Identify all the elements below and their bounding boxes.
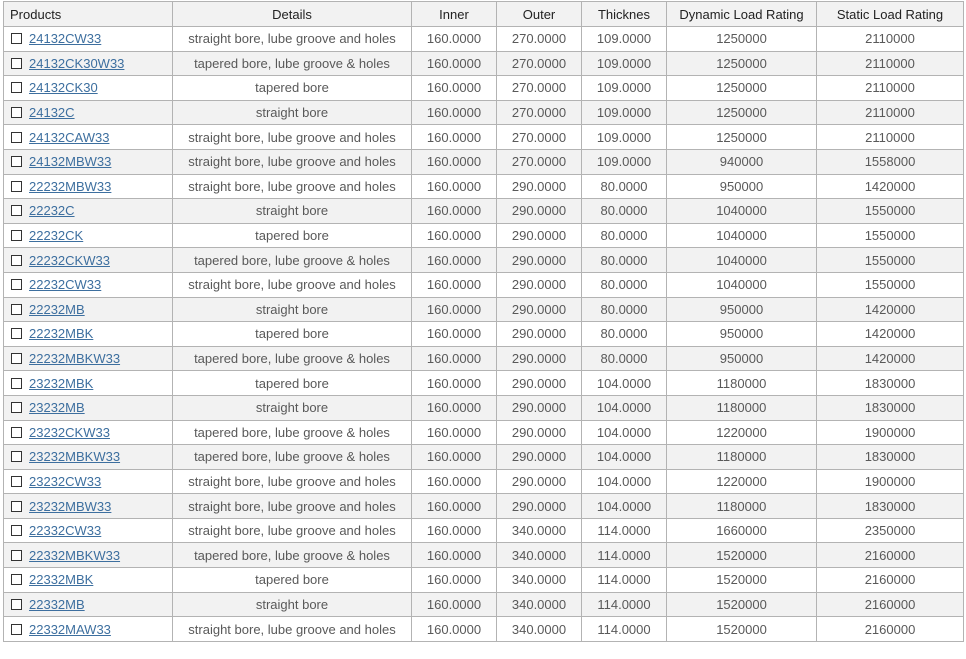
table-row bbox=[4, 568, 964, 593]
dynamic-load-cell: 1660000 bbox=[667, 518, 817, 543]
inner-cell: 160.0000 bbox=[412, 543, 497, 568]
dynamic-load-cell: 1180000 bbox=[667, 371, 817, 396]
static-load-cell: 1420000 bbox=[817, 322, 964, 347]
table-row bbox=[4, 174, 964, 199]
outer-cell: 290.0000 bbox=[497, 174, 582, 199]
inner-cell: 160.0000 bbox=[412, 346, 497, 371]
row-select-checkbox[interactable] bbox=[11, 230, 22, 241]
static-load-cell: 2160000 bbox=[817, 543, 964, 568]
product-link[interactable]: 22332MBKW33 bbox=[29, 547, 121, 563]
product-cell bbox=[4, 27, 173, 52]
thickness-cell: 114.0000 bbox=[582, 568, 667, 593]
row-select-checkbox[interactable] bbox=[11, 279, 22, 290]
column-header-dynamic-load[interactable]: Dynamic Load Rating bbox=[667, 2, 817, 27]
thickness-cell: 114.0000 bbox=[582, 518, 667, 543]
outer-cell: 290.0000 bbox=[497, 420, 582, 445]
product-cell bbox=[4, 322, 173, 347]
table-row bbox=[4, 248, 964, 273]
outer-cell: 290.0000 bbox=[497, 223, 582, 248]
static-load-cell: 2350000 bbox=[817, 518, 964, 543]
product-cell bbox=[4, 248, 173, 273]
static-load-cell: 2110000 bbox=[817, 27, 964, 52]
product-link[interactable]: 22232MB bbox=[29, 301, 85, 317]
product-link[interactable]: 24132C bbox=[29, 105, 75, 121]
thickness-cell: 104.0000 bbox=[582, 469, 667, 494]
product-link[interactable]: 22332MB bbox=[29, 596, 85, 612]
details-cell: tapered bore bbox=[173, 568, 412, 593]
outer-cell: 270.0000 bbox=[497, 76, 582, 101]
static-load-cell: 1900000 bbox=[817, 469, 964, 494]
dynamic-load-cell: 1250000 bbox=[667, 76, 817, 101]
column-header-details[interactable]: Details bbox=[173, 2, 412, 27]
outer-cell: 290.0000 bbox=[497, 395, 582, 420]
row-select-checkbox[interactable] bbox=[11, 132, 22, 143]
inner-cell: 160.0000 bbox=[412, 27, 497, 52]
table-row bbox=[4, 346, 964, 371]
product-link[interactable]: 22232MBW33 bbox=[29, 178, 112, 194]
dynamic-load-cell: 1040000 bbox=[667, 248, 817, 273]
product-link[interactable]: 22232CK bbox=[29, 228, 84, 244]
column-header-outer[interactable]: Outer bbox=[497, 2, 582, 27]
product-link[interactable]: 22332MBK bbox=[29, 572, 94, 588]
row-select-checkbox[interactable] bbox=[11, 255, 22, 266]
product-link[interactable]: 22332MAW33 bbox=[29, 621, 111, 637]
product-cell bbox=[4, 149, 173, 174]
row-select-checkbox[interactable] bbox=[11, 205, 22, 216]
product-link[interactable]: 23232MBKW33 bbox=[29, 449, 121, 465]
static-load-cell: 1420000 bbox=[817, 174, 964, 199]
outer-cell: 270.0000 bbox=[497, 27, 582, 52]
thickness-cell: 109.0000 bbox=[582, 149, 667, 174]
row-select-checkbox[interactable] bbox=[11, 525, 22, 536]
details-cell: straight bore bbox=[173, 395, 412, 420]
inner-cell: 160.0000 bbox=[412, 592, 497, 617]
dynamic-load-cell: 1520000 bbox=[667, 543, 817, 568]
thickness-cell: 104.0000 bbox=[582, 395, 667, 420]
details-cell: straight bore, lube groove and holes bbox=[173, 494, 412, 519]
row-select-checkbox[interactable] bbox=[11, 82, 22, 93]
static-load-cell: 2160000 bbox=[817, 617, 964, 642]
product-link[interactable]: 24132CK30W33 bbox=[29, 55, 125, 71]
product-link[interactable]: 22232MBK bbox=[29, 326, 94, 342]
details-cell: straight bore, lube groove and holes bbox=[173, 27, 412, 52]
static-load-cell: 1550000 bbox=[817, 272, 964, 297]
product-cell bbox=[4, 371, 173, 396]
details-cell: straight bore bbox=[173, 297, 412, 322]
thickness-cell: 104.0000 bbox=[582, 371, 667, 396]
static-load-cell: 1830000 bbox=[817, 494, 964, 519]
product-cell bbox=[4, 223, 173, 248]
row-select-checkbox[interactable] bbox=[11, 624, 22, 635]
row-select-checkbox[interactable] bbox=[11, 378, 22, 389]
details-cell: straight bore bbox=[173, 100, 412, 125]
static-load-cell: 1420000 bbox=[817, 346, 964, 371]
product-link[interactable]: 22232CW33 bbox=[29, 277, 102, 293]
product-cell bbox=[4, 100, 173, 125]
static-load-cell: 2160000 bbox=[817, 592, 964, 617]
product-link[interactable]: 22232MBKW33 bbox=[29, 351, 121, 367]
table-row bbox=[4, 420, 964, 445]
static-load-cell: 1830000 bbox=[817, 371, 964, 396]
outer-cell: 290.0000 bbox=[497, 297, 582, 322]
details-cell: tapered bore, lube groove & holes bbox=[173, 445, 412, 470]
dynamic-load-cell: 1220000 bbox=[667, 420, 817, 445]
details-cell: tapered bore bbox=[173, 223, 412, 248]
dynamic-load-cell: 1250000 bbox=[667, 100, 817, 125]
dynamic-load-cell: 950000 bbox=[667, 297, 817, 322]
outer-cell: 290.0000 bbox=[497, 445, 582, 470]
inner-cell: 160.0000 bbox=[412, 223, 497, 248]
thickness-cell: 104.0000 bbox=[582, 494, 667, 519]
table-row bbox=[4, 100, 964, 125]
table-row bbox=[4, 272, 964, 297]
column-header-thickness[interactable]: Thicknes bbox=[582, 2, 667, 27]
dynamic-load-cell: 1220000 bbox=[667, 469, 817, 494]
table-row bbox=[4, 543, 964, 568]
static-load-cell: 1550000 bbox=[817, 223, 964, 248]
dynamic-load-cell: 1520000 bbox=[667, 592, 817, 617]
row-select-checkbox[interactable] bbox=[11, 156, 22, 167]
product-link[interactable]: 23232MBK bbox=[29, 375, 94, 391]
inner-cell: 160.0000 bbox=[412, 100, 497, 125]
outer-cell: 290.0000 bbox=[497, 272, 582, 297]
dynamic-load-cell: 950000 bbox=[667, 346, 817, 371]
thickness-cell: 109.0000 bbox=[582, 76, 667, 101]
outer-cell: 290.0000 bbox=[497, 248, 582, 273]
details-cell: straight bore, lube groove and holes bbox=[173, 518, 412, 543]
product-cell bbox=[4, 420, 173, 445]
inner-cell: 160.0000 bbox=[412, 469, 497, 494]
thickness-cell: 109.0000 bbox=[582, 27, 667, 52]
table-row bbox=[4, 322, 964, 347]
thickness-cell: 80.0000 bbox=[582, 272, 667, 297]
outer-cell: 340.0000 bbox=[497, 592, 582, 617]
row-select-checkbox[interactable] bbox=[11, 476, 22, 487]
table-row bbox=[4, 199, 964, 224]
product-cell bbox=[4, 568, 173, 593]
table-body bbox=[4, 27, 964, 642]
product-link[interactable]: 24132CK30 bbox=[29, 80, 98, 96]
dynamic-load-cell: 1250000 bbox=[667, 51, 817, 76]
outer-cell: 290.0000 bbox=[497, 346, 582, 371]
outer-cell: 340.0000 bbox=[497, 518, 582, 543]
table-row bbox=[4, 469, 964, 494]
details-cell: tapered bore, lube groove & holes bbox=[173, 51, 412, 76]
row-select-checkbox[interactable] bbox=[11, 451, 22, 462]
static-load-cell: 1550000 bbox=[817, 248, 964, 273]
product-cell bbox=[4, 51, 173, 76]
column-header-inner[interactable]: Inner bbox=[412, 2, 497, 27]
row-select-checkbox[interactable] bbox=[11, 328, 22, 339]
row-select-checkbox[interactable] bbox=[11, 107, 22, 118]
table-row bbox=[4, 617, 964, 642]
thickness-cell: 80.0000 bbox=[582, 199, 667, 224]
inner-cell: 160.0000 bbox=[412, 322, 497, 347]
static-load-cell: 2110000 bbox=[817, 76, 964, 101]
thickness-cell: 80.0000 bbox=[582, 174, 667, 199]
product-cell bbox=[4, 125, 173, 150]
static-load-cell: 1550000 bbox=[817, 199, 964, 224]
dynamic-load-cell: 1040000 bbox=[667, 199, 817, 224]
inner-cell: 160.0000 bbox=[412, 568, 497, 593]
outer-cell: 290.0000 bbox=[497, 494, 582, 519]
details-cell: straight bore bbox=[173, 592, 412, 617]
thickness-cell: 104.0000 bbox=[582, 445, 667, 470]
static-load-cell: 2160000 bbox=[817, 568, 964, 593]
details-cell: tapered bore, lube groove & holes bbox=[173, 248, 412, 273]
product-cell bbox=[4, 592, 173, 617]
inner-cell: 160.0000 bbox=[412, 297, 497, 322]
outer-cell: 270.0000 bbox=[497, 125, 582, 150]
inner-cell: 160.0000 bbox=[412, 445, 497, 470]
static-load-cell: 1830000 bbox=[817, 445, 964, 470]
table-header-row bbox=[4, 2, 964, 27]
table-row bbox=[4, 27, 964, 52]
column-header-static-load[interactable]: Static Load Rating bbox=[817, 2, 964, 27]
inner-cell: 160.0000 bbox=[412, 272, 497, 297]
table-row bbox=[4, 297, 964, 322]
products-table bbox=[3, 1, 964, 642]
details-cell: tapered bore bbox=[173, 371, 412, 396]
inner-cell: 160.0000 bbox=[412, 494, 497, 519]
row-select-checkbox[interactable] bbox=[11, 599, 22, 610]
thickness-cell: 80.0000 bbox=[582, 223, 667, 248]
outer-cell: 340.0000 bbox=[497, 543, 582, 568]
row-select-checkbox[interactable] bbox=[11, 574, 22, 585]
table-row bbox=[4, 494, 964, 519]
thickness-cell: 104.0000 bbox=[582, 420, 667, 445]
outer-cell: 340.0000 bbox=[497, 617, 582, 642]
outer-cell: 290.0000 bbox=[497, 199, 582, 224]
dynamic-load-cell: 1180000 bbox=[667, 445, 817, 470]
thickness-cell: 114.0000 bbox=[582, 592, 667, 617]
product-link[interactable]: 23232CW33 bbox=[29, 473, 102, 489]
table-row bbox=[4, 395, 964, 420]
product-link[interactable]: 23232MBW33 bbox=[29, 498, 112, 514]
inner-cell: 160.0000 bbox=[412, 174, 497, 199]
outer-cell: 290.0000 bbox=[497, 469, 582, 494]
details-cell: tapered bore bbox=[173, 322, 412, 347]
inner-cell: 160.0000 bbox=[412, 76, 497, 101]
outer-cell: 270.0000 bbox=[497, 149, 582, 174]
static-load-cell: 2110000 bbox=[817, 125, 964, 150]
outer-cell: 290.0000 bbox=[497, 371, 582, 396]
inner-cell: 160.0000 bbox=[412, 125, 497, 150]
product-link[interactable]: 24132CAW33 bbox=[29, 129, 110, 145]
product-cell bbox=[4, 395, 173, 420]
outer-cell: 270.0000 bbox=[497, 100, 582, 125]
details-cell: tapered bore bbox=[173, 76, 412, 101]
dynamic-load-cell: 1180000 bbox=[667, 494, 817, 519]
product-cell bbox=[4, 272, 173, 297]
row-select-checkbox[interactable] bbox=[11, 58, 22, 69]
dynamic-load-cell: 950000 bbox=[667, 322, 817, 347]
table-row bbox=[4, 223, 964, 248]
table-row bbox=[4, 518, 964, 543]
details-cell: tapered bore, lube groove & holes bbox=[173, 543, 412, 568]
thickness-cell: 80.0000 bbox=[582, 346, 667, 371]
static-load-cell: 1558000 bbox=[817, 149, 964, 174]
details-cell: straight bore, lube groove and holes bbox=[173, 125, 412, 150]
row-select-checkbox[interactable] bbox=[11, 304, 22, 315]
table-row bbox=[4, 51, 964, 76]
inner-cell: 160.0000 bbox=[412, 248, 497, 273]
table-row bbox=[4, 371, 964, 396]
static-load-cell: 1900000 bbox=[817, 420, 964, 445]
dynamic-load-cell: 1520000 bbox=[667, 568, 817, 593]
product-cell bbox=[4, 346, 173, 371]
table-row bbox=[4, 592, 964, 617]
product-cell bbox=[4, 469, 173, 494]
details-cell: straight bore, lube groove and holes bbox=[173, 149, 412, 174]
product-link[interactable]: 23232MB bbox=[29, 400, 85, 416]
table-row bbox=[4, 149, 964, 174]
product-cell bbox=[4, 518, 173, 543]
outer-cell: 290.0000 bbox=[497, 322, 582, 347]
product-cell bbox=[4, 445, 173, 470]
row-select-checkbox[interactable] bbox=[11, 181, 22, 192]
dynamic-load-cell: 950000 bbox=[667, 174, 817, 199]
dynamic-load-cell: 1250000 bbox=[667, 125, 817, 150]
product-cell bbox=[4, 494, 173, 519]
inner-cell: 160.0000 bbox=[412, 518, 497, 543]
dynamic-load-cell: 1040000 bbox=[667, 223, 817, 248]
row-select-checkbox[interactable] bbox=[11, 427, 22, 438]
details-cell: tapered bore, lube groove & holes bbox=[173, 420, 412, 445]
details-cell: straight bore, lube groove and holes bbox=[173, 272, 412, 297]
details-cell: straight bore, lube groove and holes bbox=[173, 617, 412, 642]
thickness-cell: 114.0000 bbox=[582, 543, 667, 568]
row-select-checkbox[interactable] bbox=[11, 501, 22, 512]
thickness-cell: 109.0000 bbox=[582, 51, 667, 76]
thickness-cell: 109.0000 bbox=[582, 125, 667, 150]
row-select-checkbox[interactable] bbox=[11, 353, 22, 364]
product-link[interactable]: 24132CW33 bbox=[29, 31, 102, 47]
product-cell bbox=[4, 543, 173, 568]
inner-cell: 160.0000 bbox=[412, 420, 497, 445]
thickness-cell: 80.0000 bbox=[582, 322, 667, 347]
dynamic-load-cell: 1040000 bbox=[667, 272, 817, 297]
inner-cell: 160.0000 bbox=[412, 199, 497, 224]
product-link[interactable]: 24132MBW33 bbox=[29, 154, 112, 170]
row-select-checkbox[interactable] bbox=[11, 402, 22, 413]
table-row bbox=[4, 76, 964, 101]
dynamic-load-cell: 1520000 bbox=[667, 617, 817, 642]
product-link[interactable]: 22232C bbox=[29, 203, 75, 219]
thickness-cell: 80.0000 bbox=[582, 248, 667, 273]
inner-cell: 160.0000 bbox=[412, 371, 497, 396]
inner-cell: 160.0000 bbox=[412, 617, 497, 642]
thickness-cell: 109.0000 bbox=[582, 100, 667, 125]
outer-cell: 340.0000 bbox=[497, 568, 582, 593]
thickness-cell: 114.0000 bbox=[582, 617, 667, 642]
dynamic-load-cell: 1180000 bbox=[667, 395, 817, 420]
row-select-checkbox[interactable] bbox=[11, 550, 22, 561]
details-cell: tapered bore, lube groove & holes bbox=[173, 346, 412, 371]
table-row bbox=[4, 125, 964, 150]
row-select-checkbox[interactable] bbox=[11, 33, 22, 44]
inner-cell: 160.0000 bbox=[412, 51, 497, 76]
inner-cell: 160.0000 bbox=[412, 395, 497, 420]
static-load-cell: 1830000 bbox=[817, 395, 964, 420]
product-link[interactable]: 22232CKW33 bbox=[29, 252, 110, 268]
column-header-products[interactable]: Products bbox=[4, 2, 173, 27]
outer-cell: 270.0000 bbox=[497, 51, 582, 76]
product-link[interactable]: 23232CKW33 bbox=[29, 424, 110, 440]
inner-cell: 160.0000 bbox=[412, 149, 497, 174]
table-row bbox=[4, 445, 964, 470]
details-cell: straight bore, lube groove and holes bbox=[173, 469, 412, 494]
product-cell bbox=[4, 199, 173, 224]
product-cell bbox=[4, 174, 173, 199]
dynamic-load-cell: 940000 bbox=[667, 149, 817, 174]
static-load-cell: 2110000 bbox=[817, 100, 964, 125]
thickness-cell: 80.0000 bbox=[582, 297, 667, 322]
product-cell bbox=[4, 76, 173, 101]
static-load-cell: 1420000 bbox=[817, 297, 964, 322]
static-load-cell: 2110000 bbox=[817, 51, 964, 76]
product-cell bbox=[4, 297, 173, 322]
product-cell bbox=[4, 617, 173, 642]
product-link[interactable]: 22332CW33 bbox=[29, 523, 102, 539]
details-cell: straight bore bbox=[173, 199, 412, 224]
details-cell: straight bore, lube groove and holes bbox=[173, 174, 412, 199]
dynamic-load-cell: 1250000 bbox=[667, 27, 817, 52]
